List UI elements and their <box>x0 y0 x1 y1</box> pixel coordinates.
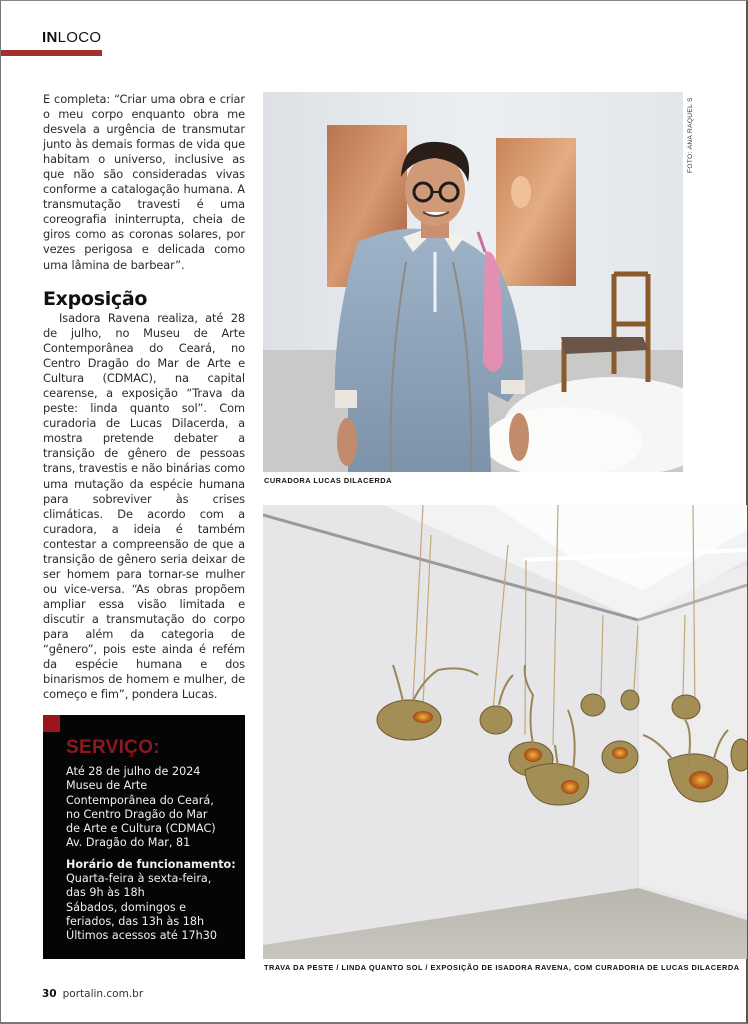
photo-exhibition-installation <box>263 505 747 959</box>
photo-curator-portrait <box>263 92 683 472</box>
servico-line: Contemporânea do Ceará, <box>66 793 214 807</box>
footer-site: portalin.com.br <box>62 988 144 1000</box>
exhibition-installation-illustration <box>263 505 747 959</box>
section-tag-light: LOCO <box>57 29 102 46</box>
servico-box <box>43 715 245 959</box>
photo2-caption: TRAVA DA PESTE / LINDA QUANTO SOL / EXPOSIÇÃO DE ISADORA RAVENA, COM CURADORIA DE LUCAS DILACERDA <box>264 963 740 972</box>
servico-line: Museu de Arte <box>66 779 148 793</box>
servico-hours-label: Horário de funcionamento: <box>66 857 236 871</box>
servico-hours-line: Quarta-feira à sexta-feira, <box>66 872 212 886</box>
intro-paragraph: E completa: “Criar uma obra e criar o meu corpo enquanto obra me desvela a urgência de transmutar junto às demais formas de vida que habitam o universo, inclusive as que não são consideradas vivas conforme a catalogação humana. A transmutação travesti é uma coreografia ininterrupta, cheia de giros como as coronas solares, por vezes perigosa e delicada como uma lâmina de barbear”. <box>43 92 245 272</box>
page-footer <box>42 988 143 1000</box>
servico-corner-accent <box>43 715 60 732</box>
servico-line: de Arte e Cultura (CDMAC) <box>66 822 216 836</box>
servico-line: Até 28 de julho de 2024 <box>66 765 201 778</box>
intro-paragraph-block <box>43 92 245 273</box>
servico-title: SERVIÇO: <box>66 737 160 758</box>
photo1-caption: CURADORA LUCAS DILACERDA <box>264 476 392 485</box>
body-paragraph: Isadora Ravena realiza, até 28 de julho, no Museu de Arte Contemporânea do Ceará, no Centro Dragão do Mar de Arte e Cultura (CDMAC), na capital cearense, a exposição “Trava da peste: linda quanto sol”. Com curadoria de Lucas Dilacerda, a mostra pretende debater a transição de gênero de pessoas trans, travestis e não binárias como uma mutação da espécie humana para sobreviver às crises climáticas. De acordo com a curadora, a ideia é também contestar a compreensão de que a transição de gênero seria deixar de ser homem para tornar-se mulher ou vice-versa. “As obras propõem ampliar essa visão limitada e discutir a transmutação do corpo para além da categoria de “gênero”, pois este ainda é refém da espécie humana e dos binarismos de homem e mulher, de começo e fim”, pondera Lucas. <box>43 311 245 702</box>
servico-hours-line: Sábados, domingos e <box>66 900 187 914</box>
servico-hours-line: das 9h às 18h <box>66 886 145 900</box>
servico-body <box>66 765 241 944</box>
body-paragraph-block <box>43 311 245 702</box>
servico-line: no Centro Dragão do Mar <box>66 807 208 821</box>
servico-hours-line: Últimos acessos até 17h30 <box>66 929 217 943</box>
subheading-exposicao: Exposição <box>43 288 148 310</box>
servico-line: Av. Dragão do Mar, 81 <box>66 836 191 850</box>
photo-credit: FOTO: ANA RAQUEL S <box>687 97 694 173</box>
section-accent-bar <box>1 50 102 56</box>
curator-portrait-illustration <box>263 92 683 472</box>
page-number: 30 <box>42 988 57 1000</box>
section-tag <box>42 29 101 46</box>
servico-hours-line: feriados, das 13h às 18h <box>66 914 205 928</box>
section-tag-bold: IN <box>42 29 58 46</box>
